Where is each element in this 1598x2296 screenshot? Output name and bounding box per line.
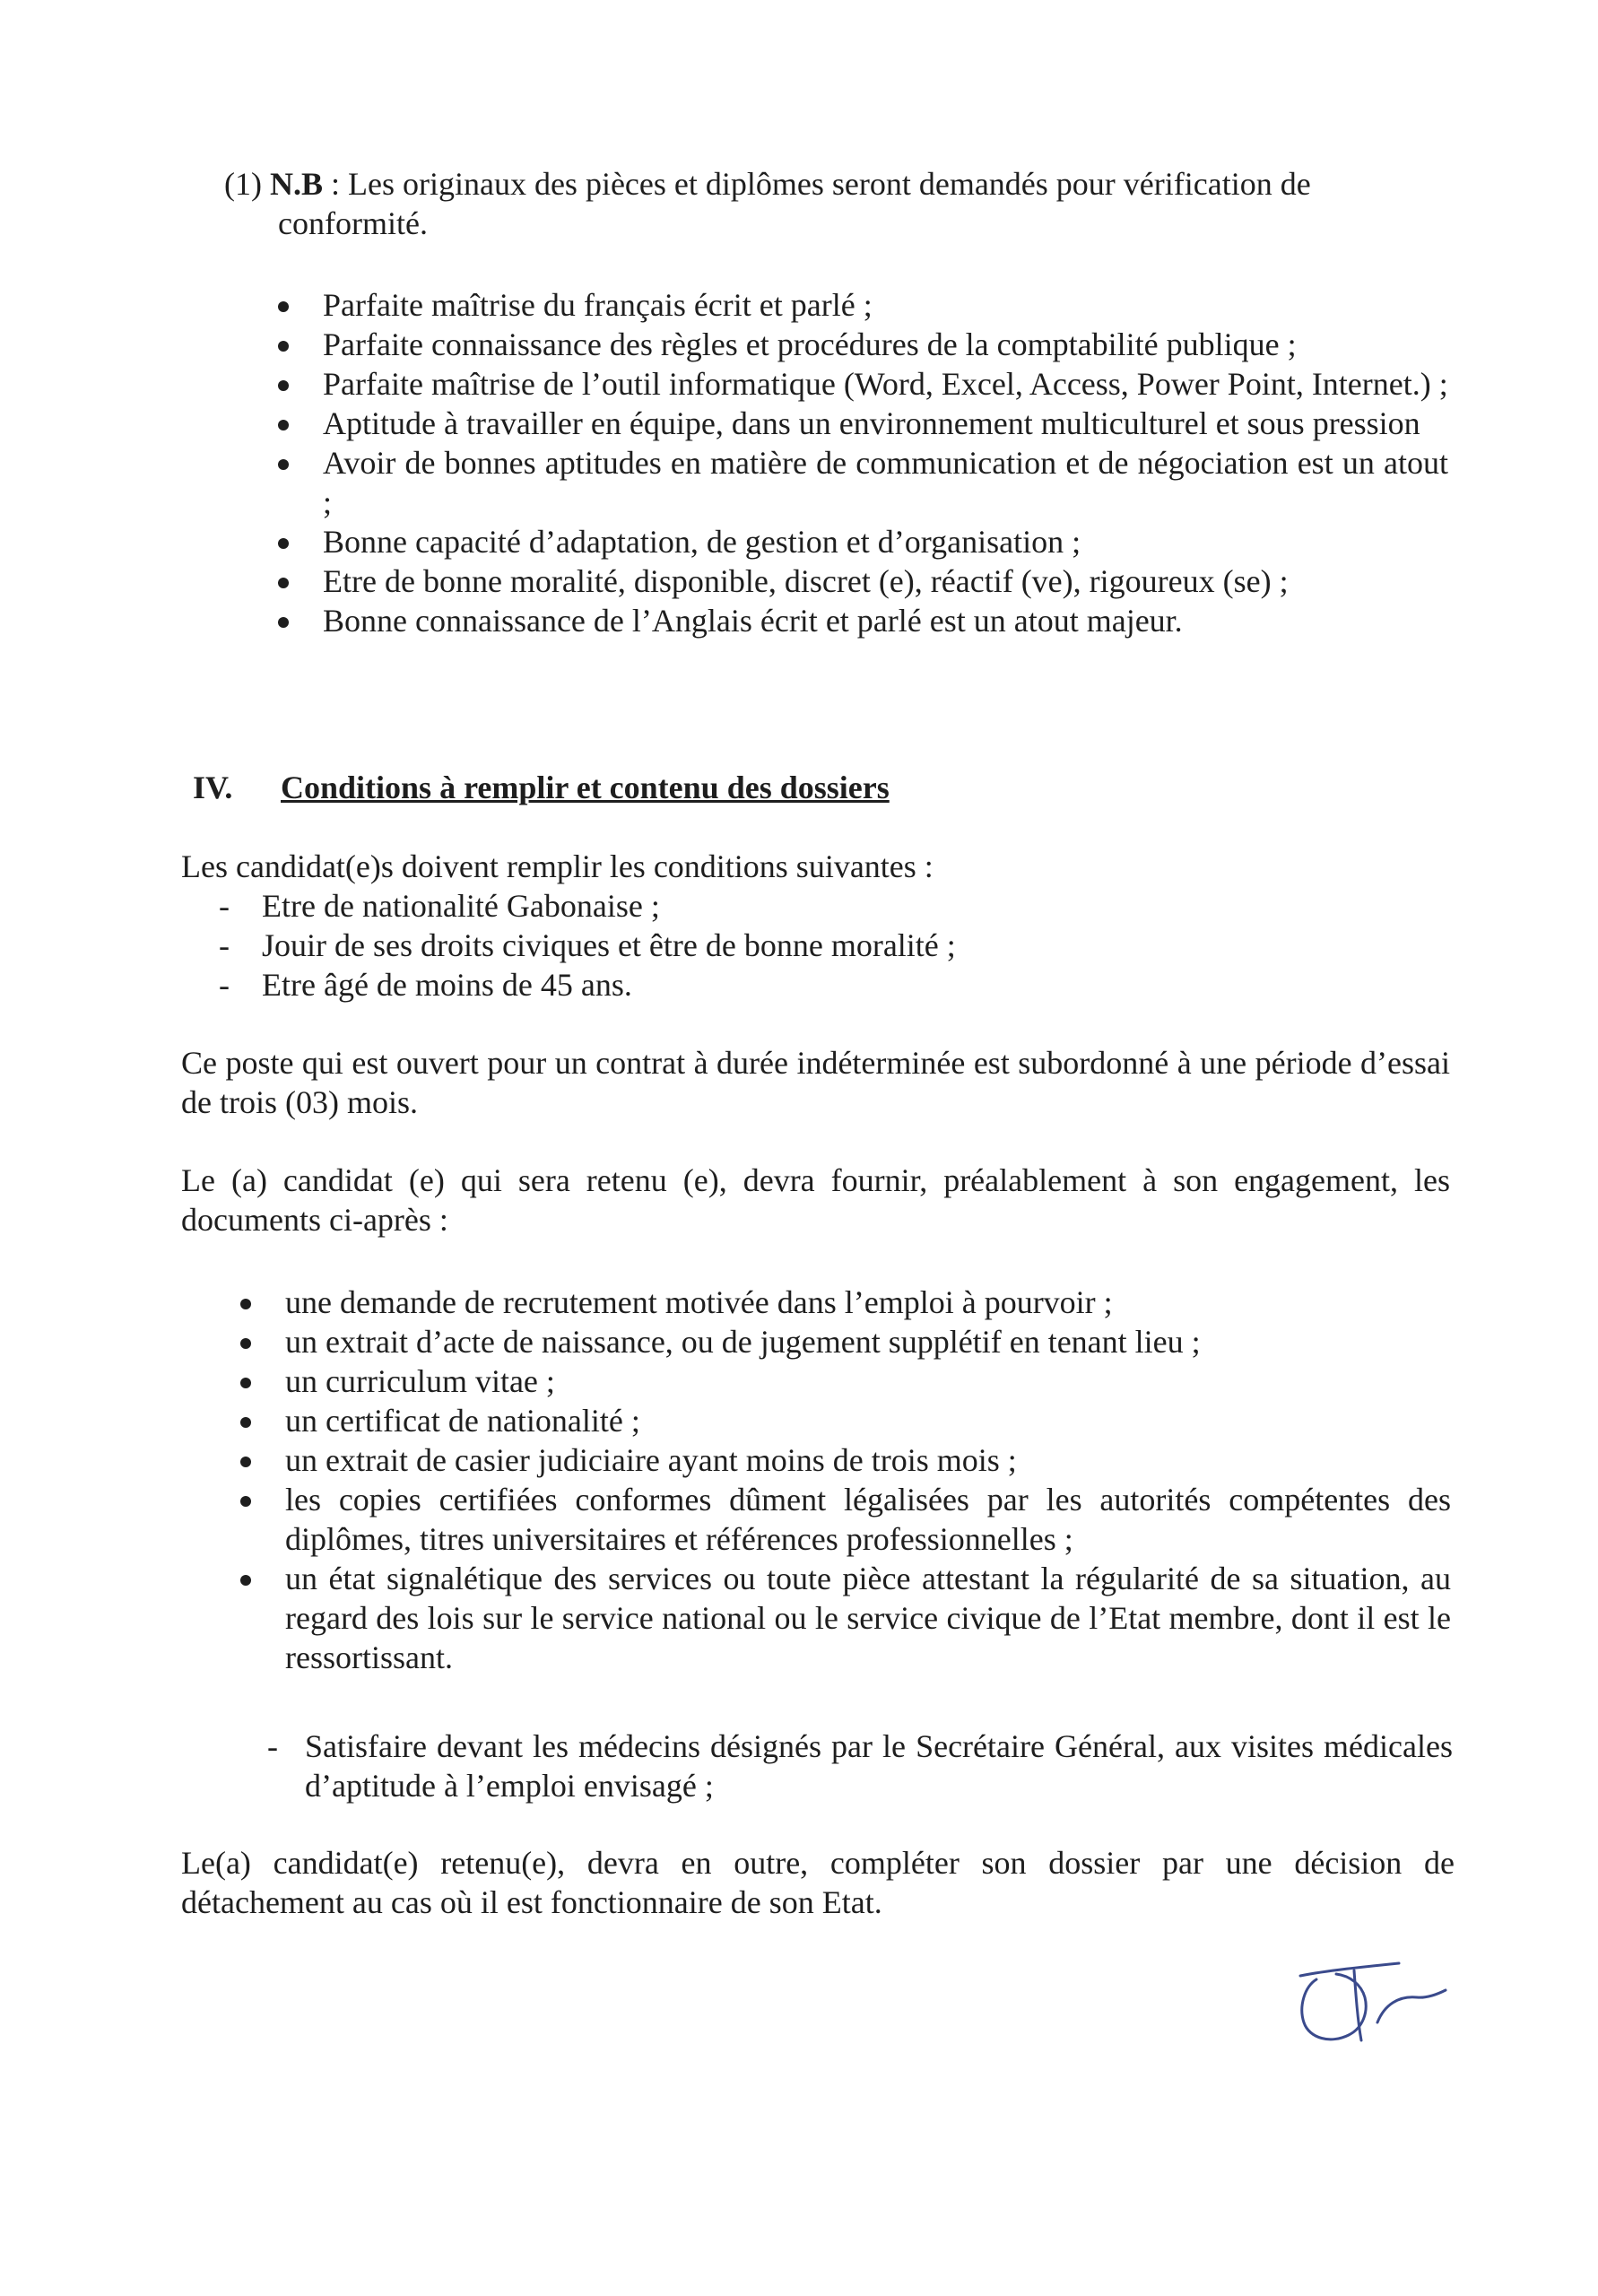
conditions-list [219, 886, 1428, 1004]
conditions-intro: Les candidat(e)s doivent remplir les conditions suivantes : [181, 848, 934, 884]
list-item: les copies certifiées conformes dûment légalisées par les autorités compétentes des diplômes, titres universitaires et références professionnelles ; [285, 1480, 1451, 1559]
nb-text: : Les originaux des pièces et diplômes seront demandés pour vérification de [323, 166, 1311, 202]
bullet-icon [278, 420, 289, 430]
list-item: Parfaite maîtrise de l’outil informatique (Word, Excel, Access, Power Point, Internet.) ; [323, 364, 1448, 404]
list-item: une demande de recrutement motivée dans l’emploi à pourvoir ; [285, 1283, 1451, 1322]
candidat-paragraph: Le (a) candidat (e) qui sera retenu (e), devra fournir, préalablement à son engagement, les documents ci-après : [181, 1162, 1450, 1238]
dash-marker: - [267, 1728, 278, 1764]
list-item: Parfaite connaissance des règles et procédures de la comptabilité publique ; [323, 325, 1448, 364]
dash-marker: - [219, 888, 230, 924]
list-item: Parfaite maîtrise du français écrit et parlé ; [323, 285, 1448, 325]
dash-marker: - [219, 967, 230, 1003]
nb-prefix: (1) [224, 166, 270, 202]
list-item: Aptitude à travailler en équipe, dans un environnement multiculturel et sous pression [323, 404, 1448, 443]
section-heading [193, 768, 890, 807]
list-item: un état signalétique des services ou toute pièce attestant la régularité de sa situation, au regard des lois sur le service national ou le service civique de l’Etat membre, dont il est le ressortissant. [285, 1559, 1451, 1677]
poste-paragraph: Ce poste qui est ouvert pour un contrat à durée indéterminée est subordonné à une période d’essai de trois (03) mois. [181, 1045, 1450, 1120]
documents-list [285, 1283, 1451, 1677]
list-item: Bonne capacité d’adaptation, de gestion et d’organisation ; [323, 522, 1448, 561]
bullet-icon [240, 1417, 251, 1428]
bullet-icon [240, 1575, 251, 1586]
dash-marker: - [219, 927, 230, 963]
list-item: - Etre âgé de moins de 45 ans. [219, 967, 632, 1003]
list-item: Bonne connaissance de l’Anglais écrit et parlé est un atout majeur. [323, 601, 1448, 640]
list-item: un curriculum vitae ; [285, 1361, 1451, 1401]
list-item: un extrait d’acte de naissance, ou de jugement supplétif en tenant lieu ; [285, 1322, 1451, 1361]
bullet-icon [240, 1457, 251, 1467]
final-paragraph: Le(a) candidat(e) retenu(e), devra en outre, compléter son dossier par une décision de détachement au cas où il est fonctionnaire de son Etat. [181, 1845, 1455, 1920]
nb-label: N.B [269, 166, 323, 202]
list-item: - Jouir de ses droits civiques et être de bonne moralité ; [219, 927, 956, 963]
bullet-icon [278, 301, 289, 312]
bullet-icon [278, 459, 289, 470]
bullet-icon [240, 1299, 251, 1309]
skills-list [323, 285, 1448, 640]
signature-icon [1291, 1951, 1453, 2049]
nb-text-continued: conformité. [278, 205, 428, 241]
list-item: un certificat de nationalité ; [285, 1401, 1451, 1440]
bullet-icon [240, 1338, 251, 1349]
medical-paragraph: - Satisfaire devant les médecins désignés par le Secrétaire Général, aux visites médicales d’aptitude à l’emploi envisagé ; [267, 1728, 1453, 1804]
list-item: - Etre de nationalité Gabonaise ; [219, 888, 660, 924]
nb-note [224, 164, 1462, 243]
list-item: Etre de bonne moralité, disponible, discret (e), réactif (ve), rigoureux (se) ; [323, 561, 1448, 601]
bullet-icon [240, 1496, 251, 1507]
section-title: Conditions à remplir et contenu des dossiers [281, 770, 890, 805]
bullet-icon [278, 341, 289, 352]
list-item: Avoir de bonnes aptitudes en matière de communication et de négociation est un atout ; [323, 443, 1448, 522]
bullet-icon [278, 538, 289, 549]
list-item: un extrait de casier judiciaire ayant moins de trois mois ; [285, 1440, 1451, 1480]
section-number: IV. [193, 770, 233, 805]
bullet-icon [278, 617, 289, 628]
bullet-icon [240, 1378, 251, 1388]
bullet-icon [278, 578, 289, 588]
bullet-icon [278, 380, 289, 391]
